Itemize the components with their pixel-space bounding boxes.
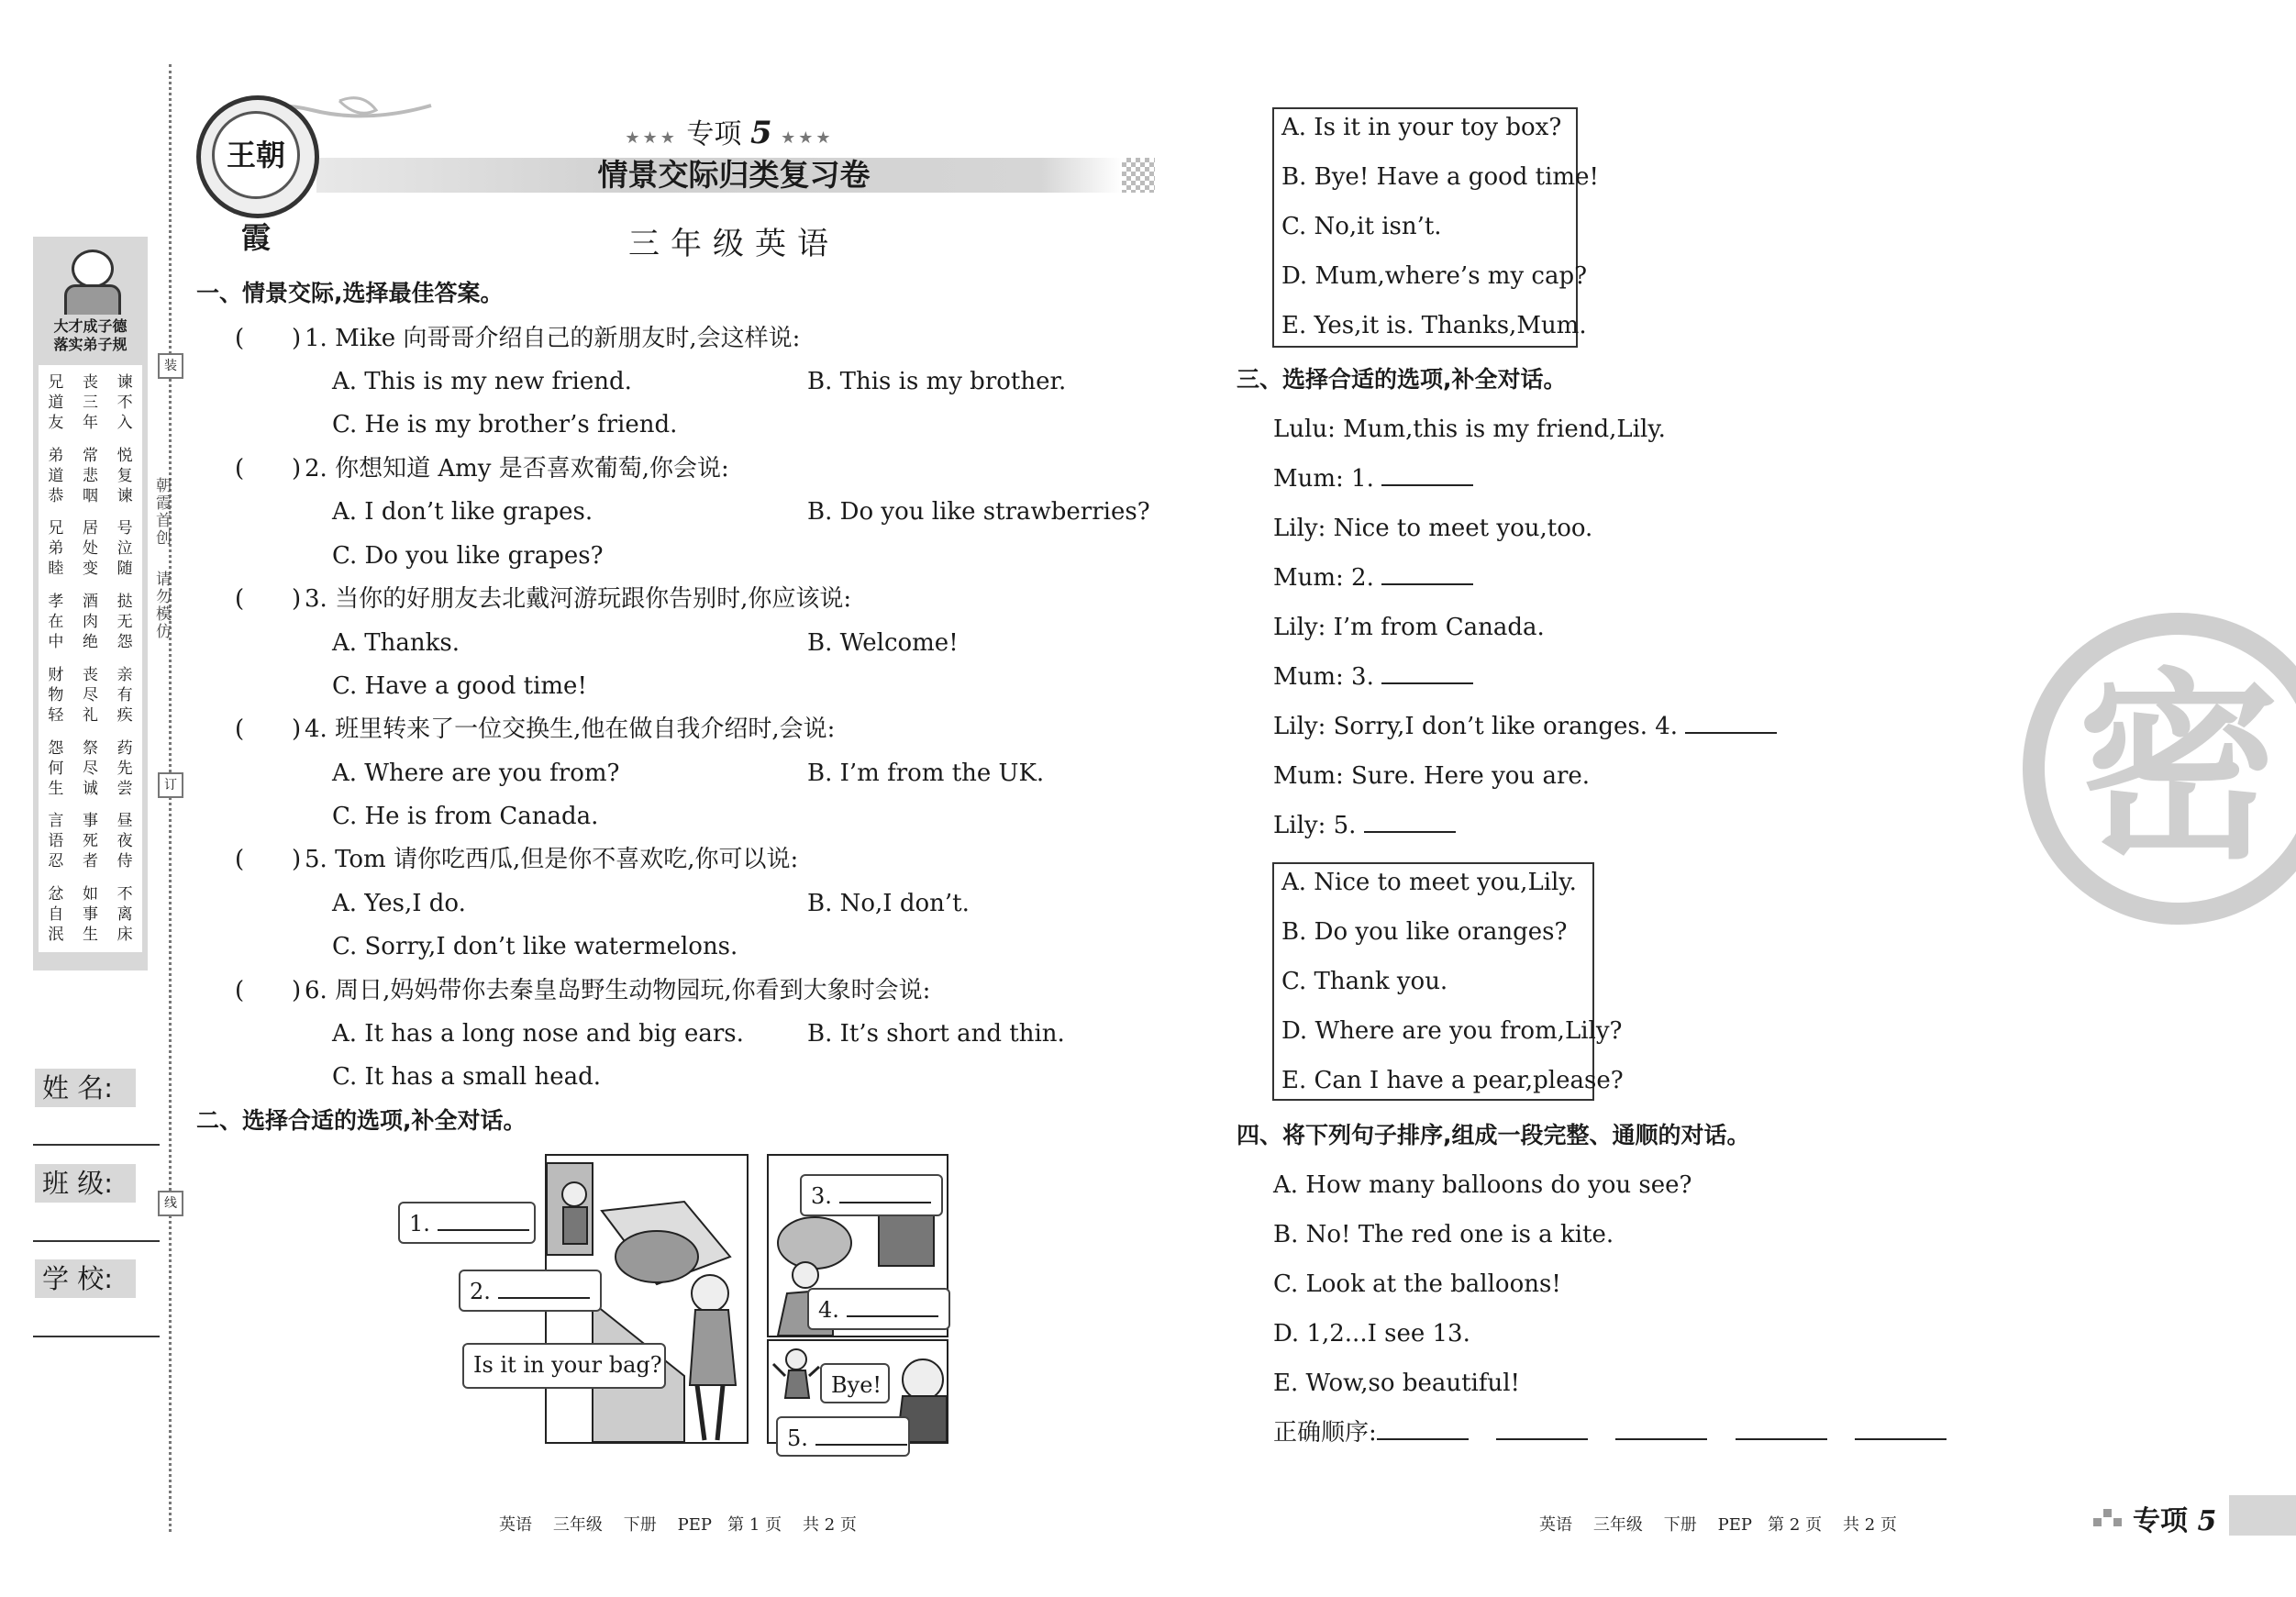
secret-seal-watermark xyxy=(2023,613,2296,925)
option-a[interactable]: A. Yes,I do. xyxy=(332,890,466,917)
option-a[interactable]: A. Is it in your toy box? xyxy=(1281,114,1562,141)
option-b[interactable]: B. Do you like oranges? xyxy=(1281,918,1568,946)
poem-line: 怨何生 祭尽诚 药先尝 xyxy=(48,738,133,798)
speech-bubble-1: 1. xyxy=(398,1202,536,1244)
option-b[interactable]: B. I’m from the UK. xyxy=(807,760,1045,787)
option-b[interactable]: B. This is my brother. xyxy=(807,368,1067,395)
option-b[interactable]: B. Welcome! xyxy=(807,629,959,657)
speech-bubble-bye: Bye! xyxy=(820,1363,890,1403)
sentence-e: E. Wow,so beautiful! xyxy=(1273,1370,1520,1397)
answer-paren-open: ( xyxy=(235,846,245,873)
motto-panel xyxy=(33,237,148,970)
answer-paren-close: ) xyxy=(292,455,302,482)
answer-paren-close: ) xyxy=(292,585,302,613)
footer-page-2: 英语 三年级 下册 PEP 第 2 页 共 2 页 xyxy=(1539,1515,1897,1535)
option-e[interactable]: E. Can I have a pear,please? xyxy=(1281,1067,1624,1094)
page-title: 情景交际归类复习卷 xyxy=(597,157,871,193)
answer-blank[interactable] xyxy=(1685,714,1777,734)
section4-title: 四、将下列句子排序,组成一段完整、通顺的对话。 xyxy=(1237,1122,1750,1148)
order-blank-1[interactable] xyxy=(1377,1420,1469,1440)
option-a[interactable]: A. Nice to meet you,Lily. xyxy=(1281,869,1577,896)
binding-cut-line xyxy=(169,64,172,1532)
option-d[interactable]: D. Mum,where’s my cap? xyxy=(1281,262,1588,290)
speech-bubble-bag: Is it in your bag? xyxy=(462,1343,666,1389)
option-a[interactable]: A. Where are you from? xyxy=(332,760,620,787)
question-stem: 3. 当你的好朋友去北戴河游玩跟你告别时,你应该说: xyxy=(305,585,852,613)
option-a[interactable]: A. I don’t like grapes. xyxy=(332,498,593,526)
dialogue-line: Mum: 1. xyxy=(1273,464,1473,494)
speech-bubble-3: 3. xyxy=(800,1174,943,1216)
sentence-c: C. Look at the balloons! xyxy=(1273,1270,1561,1298)
question-stem: 6. 周日,妈妈带你去秦皇岛野生动物园玩,你看到大象时会说: xyxy=(305,977,931,1004)
dialogue-line: Mum: 2. xyxy=(1273,563,1473,593)
banner-checker-pattern xyxy=(1122,158,1155,193)
option-b[interactable]: B. No,I don’t. xyxy=(807,890,970,917)
name-field[interactable] xyxy=(33,1144,160,1146)
question-stem: 1. Mike 向哥哥介绍自己的新朋友时,会这样说: xyxy=(305,325,801,352)
option-c[interactable]: C. Sorry,I don’t like watermelons. xyxy=(332,933,738,960)
poem-line: 兄弟睦 居处变 号泣随 xyxy=(48,519,133,579)
footer-page-1: 英语 三年级 下册 PEP 第 1 页 共 2 页 xyxy=(499,1515,857,1535)
order-blank-5[interactable] xyxy=(1855,1420,1947,1440)
question-stem: 4. 班里转来了一位交换生,他在做自我介绍时,会说: xyxy=(305,715,836,743)
copyright-note-2: 请勿模仿 xyxy=(152,571,171,640)
answer-paren-open: ( xyxy=(235,585,245,613)
option-b[interactable]: B. It’s short and thin. xyxy=(807,1020,1065,1048)
poem-line: 孝在中 酒肉绝 挞无怨 xyxy=(48,593,133,652)
answer-paren-close: ) xyxy=(292,715,302,743)
answer-blank[interactable] xyxy=(498,1281,590,1299)
option-b[interactable]: B. Do you like strawberries? xyxy=(807,498,1150,526)
question-stem: 2. 你想知道 Amy 是否喜欢葡萄,你会说: xyxy=(305,455,729,482)
option-c[interactable]: C. He is my brother’s friend. xyxy=(332,411,678,438)
answer-blank[interactable] xyxy=(839,1185,931,1203)
order-answer-row xyxy=(1273,1418,1947,1447)
logo-text: 王朝霞 xyxy=(212,111,300,199)
answer-paren-open: ( xyxy=(235,325,245,352)
poem-line: 兄道友 丧三年 谏不入 xyxy=(48,373,133,432)
answer-blank[interactable] xyxy=(1381,466,1473,486)
option-a[interactable]: A. This is my new friend. xyxy=(332,368,632,395)
order-blank-4[interactable] xyxy=(1736,1420,1827,1440)
answer-blank[interactable] xyxy=(1381,565,1473,585)
poem-line: 忿自泯 如事生 不离床 xyxy=(48,884,133,944)
corner-bar xyxy=(2229,1495,2296,1536)
answer-paren-open: ( xyxy=(235,977,245,1004)
motto-text: 大才成子德 落实弟子规 xyxy=(53,317,128,353)
option-e[interactable]: E. Yes,it is. Thanks,Mum. xyxy=(1281,312,1587,339)
corner-decoration xyxy=(2093,1509,2130,1527)
poem-line: 言语忍 事死者 昼夜侍 xyxy=(48,812,133,871)
answer-paren-close: ) xyxy=(292,846,302,873)
class-label: 班 级: xyxy=(35,1164,136,1203)
order-blank-3[interactable] xyxy=(1615,1420,1707,1440)
answer-blank[interactable] xyxy=(1364,813,1456,833)
cut-mark-xian: 线 xyxy=(158,1191,183,1216)
dialogue-line: Lily: I’m from Canada. xyxy=(1273,614,1545,641)
question-stem: 5. Tom 请你吃西瓜,但是你不喜欢吃,你可以说: xyxy=(305,846,799,873)
option-a[interactable]: A. Thanks. xyxy=(332,629,460,657)
answer-paren-open: ( xyxy=(235,455,245,482)
option-a[interactable]: A. It has a long nose and big ears. xyxy=(332,1020,744,1048)
option-c[interactable]: C. He is from Canada. xyxy=(332,803,599,830)
cut-mark-zhuang: 装 xyxy=(158,353,183,379)
subject-subtitle: 三年级英语 xyxy=(628,226,839,262)
school-field[interactable] xyxy=(33,1336,160,1337)
special-topic-label: ★★★ 专项 5 ★★★ xyxy=(625,115,834,151)
star-decoration: ★★★ xyxy=(781,128,834,148)
speech-bubble-2: 2. xyxy=(459,1270,602,1312)
section3-title: 三、选择合适的选项,补全对话。 xyxy=(1237,366,1567,393)
star-decoration: ★★★ xyxy=(625,128,678,148)
poem-line: 弟道恭 常悲咽 悦复谏 xyxy=(48,446,133,505)
poem-line: 财物轻 丧尽礼 亲有疾 xyxy=(48,665,133,725)
dialogue-line: Mum: 3. xyxy=(1273,662,1473,692)
cut-mark-ding: 订 xyxy=(158,772,183,798)
option-d[interactable]: D. Where are you from,Lily? xyxy=(1281,1017,1623,1045)
sentence-a: A. How many balloons do you see? xyxy=(1273,1171,1692,1199)
sentence-d: D. 1,2...I see 13. xyxy=(1273,1320,1470,1347)
speech-bubble-5: 5. xyxy=(776,1416,910,1457)
seal-character: 密 xyxy=(2077,651,2279,886)
option-c[interactable]: C. Thank you. xyxy=(1281,968,1448,995)
scholar-figure-body xyxy=(64,284,121,315)
section3-options-box xyxy=(1272,862,1624,1101)
option-c[interactable]: C. No,it isn’t. xyxy=(1281,213,1442,240)
publisher-logo xyxy=(196,95,319,255)
answer-paren-open: ( xyxy=(235,715,245,743)
answer-blank[interactable] xyxy=(815,1427,907,1446)
speech-bubble-4: 4. xyxy=(807,1288,950,1330)
sentence-b: B. No! The red one is a kite. xyxy=(1273,1221,1614,1248)
section1-title: 一、情景交际,选择最佳答案。 xyxy=(196,280,504,306)
option-c[interactable]: C. Have a good time! xyxy=(332,672,587,700)
dizigui-poem xyxy=(39,365,142,952)
dialogue-line: Lily: Nice to meet you,too. xyxy=(1273,515,1593,542)
option-b[interactable]: B. Bye! Have a good time! xyxy=(1281,163,1599,191)
answer-paren-close: ) xyxy=(292,977,302,1004)
school-label: 学 校: xyxy=(35,1259,136,1298)
dialogue-line: Lily: Sorry,I don’t like oranges. 4. xyxy=(1273,712,1777,741)
dialogue-line: Lily: 5. xyxy=(1273,811,1456,840)
scholar-figure-head xyxy=(72,250,114,288)
answer-paren-close: ) xyxy=(292,325,302,352)
order-label: 正确顺序: xyxy=(1273,1419,1377,1447)
option-c[interactable]: C. Do you like grapes? xyxy=(332,542,604,570)
answer-blank[interactable] xyxy=(847,1299,938,1317)
name-label: 姓 名: xyxy=(35,1069,136,1107)
option-c[interactable]: C. It has a small head. xyxy=(332,1063,602,1091)
class-field[interactable] xyxy=(33,1240,160,1242)
answer-blank[interactable] xyxy=(1381,664,1473,684)
copyright-note-1: 朝霞首创 xyxy=(152,477,171,547)
order-blank-2[interactable] xyxy=(1496,1420,1588,1440)
answer-blank[interactable] xyxy=(438,1213,529,1231)
corner-topic-label: 专项 5 xyxy=(2133,1505,2217,1537)
dialogue-line: Lulu: Mum,this is my friend,Lily. xyxy=(1273,416,1666,443)
section2-title: 二、选择合适的选项,补全对话。 xyxy=(196,1107,527,1134)
section2-options-box xyxy=(1272,107,1599,348)
dialogue-line: Mum: Sure. Here you are. xyxy=(1273,762,1591,790)
